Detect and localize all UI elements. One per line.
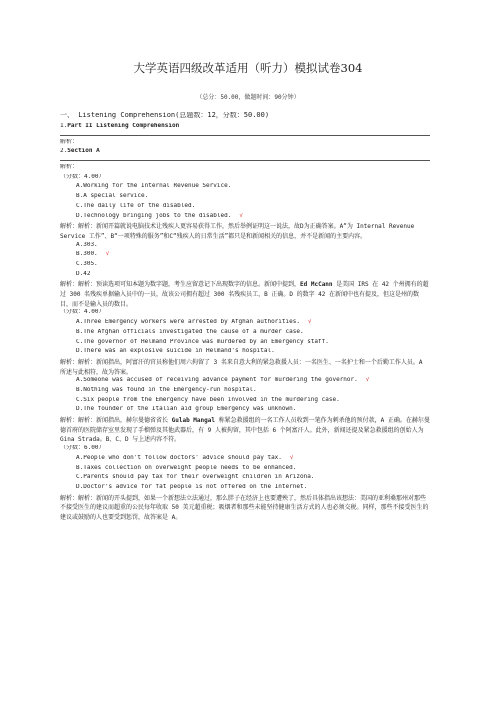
part-number-2: 2. [60,148,68,155]
q5-explanation: 解析：解析：新闻的开头提到，如果一个新想法立法通过，那么胖子在经济上也要遭殃了，然后具体指出该想法：美国的亚利桑那州对那些不接受医生的建议而超重的公民每年收取 50 美元超重税；吸烟者和那些未能坚持健康生活方式的人也必须交税。同样，那些不接受医生的建议或鼓励的人也要受到惩罚，故答案是 A。 [60,494,429,521]
q4-explanation-bold: Gulab Mangal [171,417,215,425]
q3-option-d: D.There was an explosive suicide in Helmand's hospital. [76,348,275,355]
jiexi-2: 解析： [60,164,79,171]
part-title-1: Part II Listening Comprehension [67,123,180,129]
q4-option-c: C.Six people from the Emergency have been involved in the murdering case. [76,396,340,403]
q4-explanation [60,416,430,445]
q1-option-d [60,213,430,223]
q4-score: （分数：6.00） [60,445,105,452]
q1-option-d-text: D.Technology bringing jobs to the disabled. [76,212,232,219]
document-body [60,112,430,523]
correct-check-icon: √ [365,377,370,384]
part-number-1: 1. [60,123,68,129]
q3-option-a [60,319,430,329]
q2-option-b-text: B.300. [76,251,98,258]
divider-2 [60,160,430,161]
correct-check-icon: √ [307,319,312,326]
q5-option-b: B.Taxes collection on overweight people needs to be enhanced. [76,464,297,471]
q4-option-a-text: A.Someone was accused of receiving advance payment for murdering the governor. [76,377,358,384]
divider-1 [60,135,430,136]
q2-option-c: C.305. [76,260,98,267]
q5-option-a [60,455,430,465]
part-title-2: Section A [67,148,100,155]
q2-explanation-suffix: 是美国 IRS 在 42 个州拥有的超过 300 名残疾单据输入员中的一员，故该公司拥有超过 300 名残疾员工，B 正确。D 的数字 42 在新闻中也有提及，但这是州的数目，而不是输入员的数目。 [60,281,429,308]
q3-explanation: 解析：解析：新闻指出，阿富汗的官员称他们周六拘留了 3 名来自意大利的紧急救援人员：一名医生、一名护士和一个后勤工作人员。A 所述与此相符，故为答案。 [60,358,423,376]
q5-option-a-text: A.People who don't follow doctors' advice should pay tax. [76,454,282,461]
correct-check-icon: √ [105,251,110,258]
q4-option-b: B.Nothing was found in the Emergency-run hospital. [76,386,257,393]
section-heading: 一、 Listening Comprehension(总题数：12，分数：50.00) [60,112,270,119]
q1-score: （分数：4.00） [60,173,105,180]
q2-explanation-bold: Ed McCann [300,281,333,289]
correct-check-icon: √ [289,454,294,461]
q2-option-d: D.42 [76,270,91,277]
q5-option-d: D.Doctor's advice for fat people is not offered on the Internet. [76,483,308,490]
q1-option-a: A.Working for the Internal Revenue Service. [76,183,232,190]
correct-check-icon: √ [239,212,243,219]
page-title: 大学英语四级改革适用（听力）模拟试卷304 [133,61,363,75]
q5-option-c: C.Parents should pay tax for their overweight children in Arizona. [76,474,315,481]
q3-score: （分数：4.00） [60,309,105,316]
part-heading-1 [60,123,430,133]
q4-explanation-suffix: 称紧急救援组的一名工作人员收到一笔作为刺杀他的预付款，A 正确。在赫尔曼德首府的医院储存室里发现了手榴弹及其他武器后，有 9 人被拘留，其中包括 6 个阿富汗人。此外，新闻还提及紧急救援组的创始人为 Gina Strada。B、C、D 与上述内容不符。 [60,417,430,444]
q2-explanation-prefix: 解析：解析：预读选项可知本题为数字题，考生应留意记下出现数字的信息。新闻中提到， [60,281,301,289]
q3-option-c: C.The governor of Helmand Province was murdered by an Emergency staff. [76,338,329,345]
q1-option-c: C.The daily life of the disabled. [76,202,196,209]
q4-option-a [60,377,430,387]
part-heading-2 [60,148,430,158]
q1-explanation: 解析：解析：新闻开篇就说电脑技术让残疾人更容易获得工作，然后举例证明这一说法，故D为正确答案。A“为 Internal Revenue Service 工作”、B“一项特殊的服务”和C“残疾人的日常生活”都只是和新闻相关的信息，并不是新闻的主要内容。 [60,223,415,240]
page-subtitle: （总分：50.00，做题时间：90分钟） [196,94,300,101]
q2-explanation [60,280,430,309]
q4-explanation-prefix: 解析：解析：新闻指出，赫尔曼德省省长 [60,417,172,425]
jiexi-1: 解析： [60,138,79,145]
q3-option-b: B.The Afghan officials investigated the cause of a murder case. [76,328,304,335]
q1-option-b: B.A special service. [76,193,149,200]
q2-option-a: A.303. [76,241,98,248]
q2-option-b [60,251,430,261]
q4-option-d: D.The founder of the Italian aid group Emergency was unknown. [76,406,297,413]
q3-option-a-text: A.Three Emergency workers were arrested by Afghan authorities. [76,319,300,326]
